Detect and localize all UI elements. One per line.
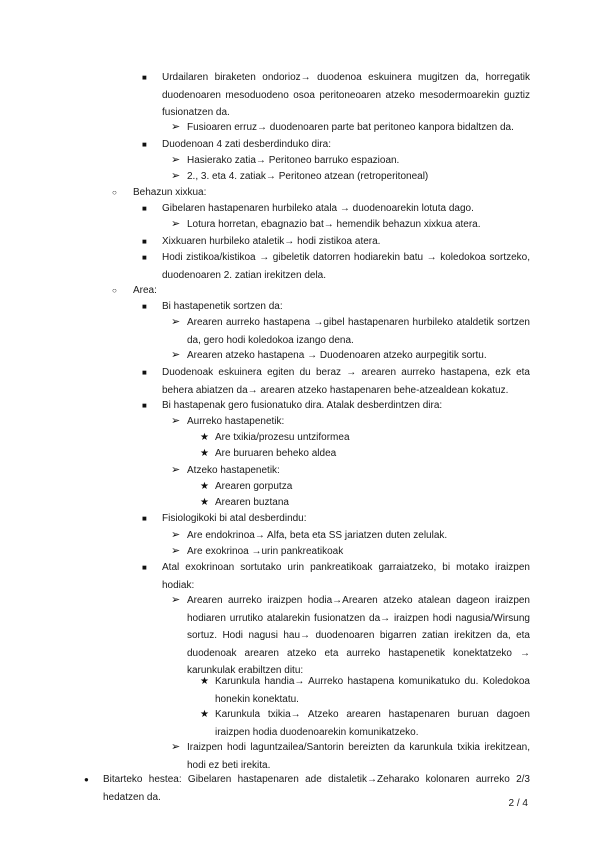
item-text: Arearen atzeko hastapena → Duodenoaren atzeko aurpegitik sortu. [187,350,487,361]
item-text: Iraizpen hodi laguntzailea/Santorin bereizten da karunkula txikia irekitzean, hodi ez beti irekita. [187,742,530,771]
arrow-bullet-icon: ➢ [171,594,181,606]
disc-bullet-icon: ● [84,775,89,784]
list-item [142,364,530,399]
item-text: Hasierako zatia→ Peritoneo barruko espazioan. [187,155,400,166]
list-item [171,543,530,561]
arrow-bullet-icon: ➢ [171,154,181,166]
arrow-bullet-icon: ➢ [171,464,181,476]
arrow-bullet-icon: ➢ [171,529,181,541]
list-item [112,282,530,300]
list-item [171,314,530,349]
list-item [142,233,530,251]
item-text: Bi hastapenetik sortzen da: [162,301,283,312]
list-item [84,771,530,806]
list-item [200,445,530,463]
list-item [171,119,530,137]
circle-bullet-icon: ○ [112,188,117,197]
list-item [171,347,530,365]
list-item [142,510,530,528]
item-text: Urdailaren biraketen ondorioz→ duodenoa eskuinera mugitzen da, horregatik duodenoaren mesoduodeno osoa peritoneoaren atzeko mesodermoarekin guztiz fusionatzen da. [162,72,530,119]
item-text: Atal exokrinoan sortutako urin pankreatikoak garraiatzeko, bi motako iraizpen hodiak: [162,562,530,591]
star-bullet-icon: ★ [200,448,209,459]
item-text: 2., 3. eta 4. zatiak→ Peritoneo atzean (retroperitoneal) [187,171,429,182]
list-item [142,249,530,284]
item-text: Karunkula txikia→ Atzeko arearen hastapenaren buruan dagoen iraizpen hodia duodenoarekin komunikatzeko. [215,709,530,738]
item-text: Arearen aurreko iraizpen hodia→Arearen atzeko atalean dageon iraizpen hodiaren urrutiko atalarekin fusionatzen da→ iraizpen hodi nagusia/Wirsung sortuz. Hodi nagusi hau→ duodenoaren bigarren zatian irekitzen da, eta duodenoak arearen atzeko eta aurreko hastapenetik konektatzeko → karunkulak erabiltzen ditu: [187,595,530,677]
square-bullet-icon: ■ [142,401,147,410]
arrow-bullet-icon: ➢ [171,316,181,328]
star-bullet-icon: ★ [200,709,209,720]
square-bullet-icon: ■ [142,253,147,262]
item-text: Bitarteko hestea: Gibelaren hastapenaren ade distaletik→Zeharako kolonaren aurreko 2/3 hedatzen da. [103,774,530,803]
list-item [171,739,530,774]
list-item [142,200,530,218]
arrow-bullet-icon: ➢ [171,741,181,753]
item-text: Hodi zistikoa/kistikoa → gibeletik datorren hodiarekin batu → koledokoa sortzeko, duodenoaren 2. zatian irekitzen dela. [162,252,530,281]
list-item [142,397,530,415]
item-text: Duodenoak eskuinera egiten du beraz → arearen aurreko hastapena, ezk eta behera abiatzen da→ arearen atzeko hastapenaren behe-atzealdean kokatuz. [162,367,530,396]
square-bullet-icon: ■ [142,204,147,213]
square-bullet-icon: ■ [142,73,147,82]
item-text: Aurreko hastapenetik: [187,416,285,427]
item-text: Bi hastapenak gero fusionatuko dira. Atalak desberdintzen dira: [162,400,443,411]
item-text: Atzeko hastapenetik: [187,465,280,476]
star-bullet-icon: ★ [200,676,209,687]
square-bullet-icon: ■ [142,514,147,523]
arrow-bullet-icon: ➢ [171,170,181,182]
item-text: Behazun xixkua: [133,187,207,198]
list-item [200,429,530,447]
list-item [171,527,530,545]
item-text: Are exokrinoa →urin pankreatikoak [187,546,344,557]
list-item [200,494,530,512]
square-bullet-icon: ■ [142,302,147,311]
item-text: Duodenoan 4 zati desberdinduko dira: [162,139,332,150]
item-text: Gibelaren hastapenaren hurbileko atala → duodenoarekin lotuta dago. [162,203,474,214]
square-bullet-icon: ■ [142,140,147,149]
star-bullet-icon: ★ [200,481,209,492]
item-text: Area: [133,285,157,296]
item-text: Arearen gorputza [215,481,293,492]
arrow-bullet-icon: ➢ [171,121,181,133]
list-item [171,152,530,170]
list-item [171,168,530,186]
square-bullet-icon: ■ [142,563,147,572]
item-text: Karunkula handia→ Aurreko hastapena komunikatuko du. Koledokoa honekin konektatu. [215,676,530,705]
square-bullet-icon: ■ [142,368,147,377]
list-item [142,136,530,154]
item-text: Are buruaren beheko aldea [215,448,337,459]
square-bullet-icon: ■ [142,237,147,246]
item-text: Xixkuaren hurbileko ataletik→ hodi zistikoa atera. [162,236,381,247]
item-text: Are txikia/prozesu untziformea [215,432,350,443]
list-item [200,673,530,708]
list-item [112,184,530,202]
list-item [171,462,530,480]
circle-bullet-icon: ○ [112,286,117,295]
list-item [142,69,530,122]
list-item [200,706,530,741]
item-text: Are endokrinoa→ Alfa, beta eta SS jariatzen duten zelulak. [187,530,448,541]
star-bullet-icon: ★ [200,497,209,508]
item-text: Fisiologikoki bi atal desberdindu: [162,513,307,524]
item-text: Lotura horretan, ebagnazio bat→ hemendik behazun xixkua atera. [187,219,481,230]
list-item [171,592,530,680]
list-item [200,478,530,496]
list-item [171,216,530,234]
arrow-bullet-icon: ➢ [171,545,181,557]
item-text: Arearen buztana [215,497,289,508]
arrow-bullet-icon: ➢ [171,349,181,361]
item-text: Arearen aurreko hastapena →gibel hastapenaren hurbileko ataldetik sortzen da, gero hodi koledokoa izango dena. [187,317,530,346]
star-bullet-icon: ★ [200,432,209,443]
page-number: 2 / 4 [508,798,528,809]
list-item [142,298,530,316]
arrow-bullet-icon: ➢ [171,218,181,230]
item-text: Fusioaren erruz→ duodenoaren parte bat peritoneo kanpora bidaltzen da. [187,122,514,133]
arrow-bullet-icon: ➢ [171,415,181,427]
list-item [171,413,530,431]
list-item [142,559,530,594]
